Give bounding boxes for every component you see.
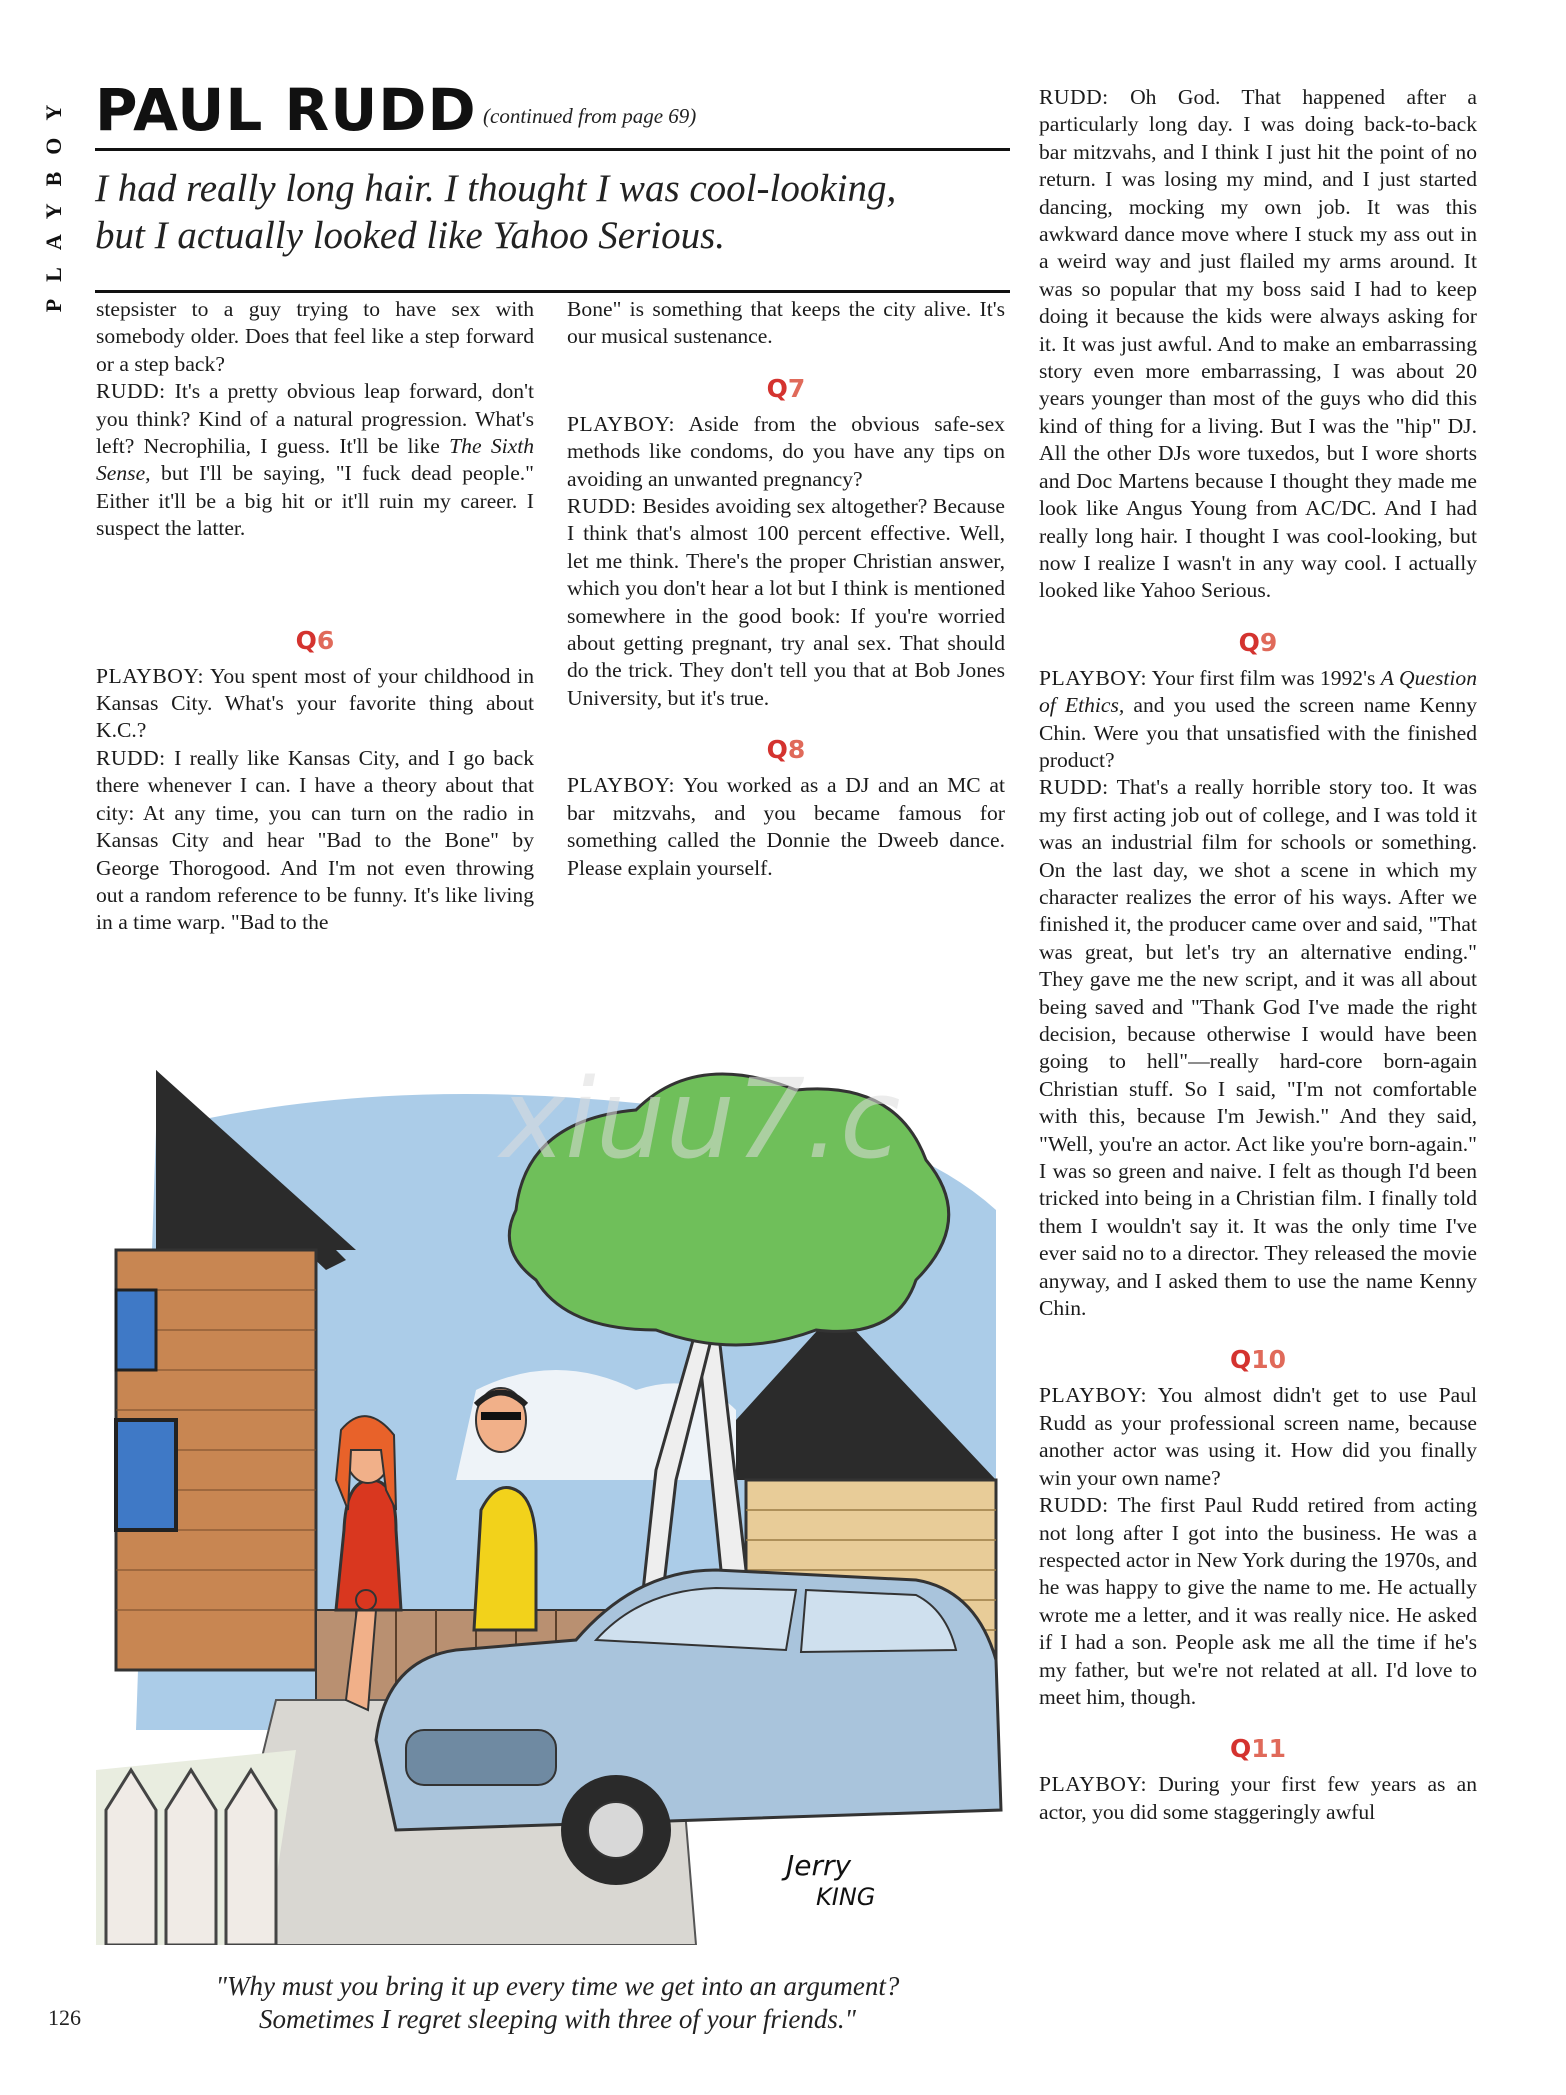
paragraph: PLAYBOY: You spent most of your childhood in Kansas City. What's your favorite thing about K.C.? bbox=[96, 663, 534, 743]
paragraph: stepsister to a guy trying to have sex with somebody older. Does that feel like a step forward or a step back? bbox=[96, 297, 534, 376]
text-column-1 bbox=[96, 296, 534, 937]
question-number-8: Q8 bbox=[766, 735, 806, 765]
left-house-window bbox=[116, 1420, 176, 1530]
cartoon-caption: "Why must you bring it up every time we get into an argument? Sometimes I regret sleeping with three of your friends." bbox=[215, 1971, 900, 2034]
question-number-6: Q6 bbox=[295, 625, 335, 655]
paragraph: PLAYBOY: During your first few years as an actor, you did some staggeringly awful bbox=[1039, 1772, 1477, 1824]
paragraph: RUDD: The first Paul Rudd retired from acting not long after I got into the business. He was a respected actor in New York during the 1970s, and he was happy to give the name to me. He actually wrote me a letter, and it was really nice. He asked if I had a son. People ask me all the time if he's my father, but we're not related at all. I'd love to meet him, though. bbox=[1039, 1493, 1477, 1709]
pull-quote: I had really long hair. I thought I was cool-looking, but I actually looked like Yahoo Serious. bbox=[95, 165, 1010, 293]
magazine-name: PLAYBOY bbox=[41, 87, 66, 313]
paragraph: PLAYBOY: You worked as a DJ and an MC at bar mitzvahs, and you became famous for something called the Donnie the Dweeb dance. Please explain yourself. bbox=[567, 773, 1005, 880]
artist-signature bbox=[781, 1849, 875, 1911]
paragraph: Bone" is something that keeps the city alive. It's our musical sustenance. bbox=[567, 297, 1005, 349]
question-number-9: Q9 bbox=[1238, 627, 1278, 657]
paragraph: RUDD: I really like Kansas City, and I go back there whenever I can. I have a theory about that city: At any time, you can turn on the radio in Kansas City and hear "Bad to the Bone" by George Thorogood. And I'm not even throwing out a random reference to be funny. It's like living in a time warp. "Bad to the bbox=[96, 745, 534, 935]
paragraph: PLAYBOY: Aside from the obvious safe-sex methods like condoms, do you have any tips on avoiding an unwanted pregnancy? bbox=[567, 411, 1005, 491]
paragraph: RUDD: It's a pretty obvious leap forward, don't you think? Kind of a natural progression. What's left? Necrophilia, I guess. It'll be like The Sixth Sense, but I'll be saying, "I fuck dead people." Either it'll be a big hit or it'll ruin my career. I suspect the latter. bbox=[96, 379, 534, 541]
paragraph: PLAYBOY: You almost didn't get to use Paul Rudd as your professional screen name, because another actor was using it. How did you finally win your own name? bbox=[1039, 1383, 1477, 1490]
text-column-2 bbox=[567, 296, 1005, 882]
paragraph: RUDD: Oh God. That happened after a particularly long day. I was doing back-to-back bar mitzvahs, and I think I just hit the point of no return. I was losing my mind, and I just started dancing, mocking my own job. It was this awkward dance move where I stuck my ass out in a weird way and just flailed my arms around. It was so popular that my boss said I had to keep doing it because the kids were always asking for it. It was just awful. And to make an embarrassing story even more embarrassing, I was about 20 years younger than most of the guys who did this kind of thing for a living. But I was the "hip" DJ. All the other DJs wore tuxedos, but I wore shorts and Doc Martens because I thought they made me look like Angus Young from AC/DC. And I had really long hair. I thought I was cool-looking, but now I realize I wasn't in any way cool. I actually looked like Yahoo Serious. bbox=[1039, 85, 1477, 603]
article-headline bbox=[95, 70, 1010, 151]
article-title: PAUL RUDD bbox=[95, 76, 477, 144]
signature-line-1: Jerry bbox=[786, 1849, 852, 1882]
watermark: xiuu7.c bbox=[500, 1055, 901, 1183]
paragraph: RUDD: Besides avoiding sex altogether? Because I think that's almost 100 percent effective. Well, let me think. There's the proper Christian answer, which you don't hear a lot but I think is mentioned somewhere in the good book: If you're worried about getting pregnant, try anal sex. That should do the trick. They don't tell you that at Bob Jones University, but it's true. bbox=[567, 494, 1006, 710]
question-number-7: Q7 bbox=[766, 373, 806, 403]
man-figure bbox=[474, 1388, 536, 1630]
paragraph: RUDD: That's a really horrible story too. It was my first acting job out of college, and I was told it was an industrial film for schools or something. On the last day, we shot a scene in which my character realizes the error of his ways. After we finished it, the producer came over and said, "That was great, but let's try an alternative ending." They gave me the new script, and it was all about being saved and "Thank God I've made the right decision, because otherwise I would have been going to hell"—really hard-core born-again Christian stuff. So I said, "I'm not comfortable with this, because I'm Jewish." And they said, "Well, you're an actor. Act like you're born-again." I was so green and naive. I felt as though I'd been tricked into being in a Christian film. I finally told them I wouldn't say it. It was the only time I've ever said no to a director. They released the movie anyway, and I asked them to use the name Kenny Chin. bbox=[1039, 775, 1478, 1321]
page-number: 126 bbox=[48, 2005, 81, 2030]
text-column-3 bbox=[1039, 84, 1477, 1826]
paragraph: PLAYBOY: Your first film was 1992's A Question of Ethics, and you used the screen name Kenny Chin. Were you that unsatisfied with the finished product? bbox=[1039, 665, 1477, 772]
question-number-10: Q10 bbox=[1229, 1345, 1287, 1375]
question-number-11: Q11 bbox=[1229, 1734, 1287, 1764]
continued-note: (continued from page 69) bbox=[483, 104, 697, 128]
signature-line-2: KING bbox=[816, 1883, 876, 1911]
